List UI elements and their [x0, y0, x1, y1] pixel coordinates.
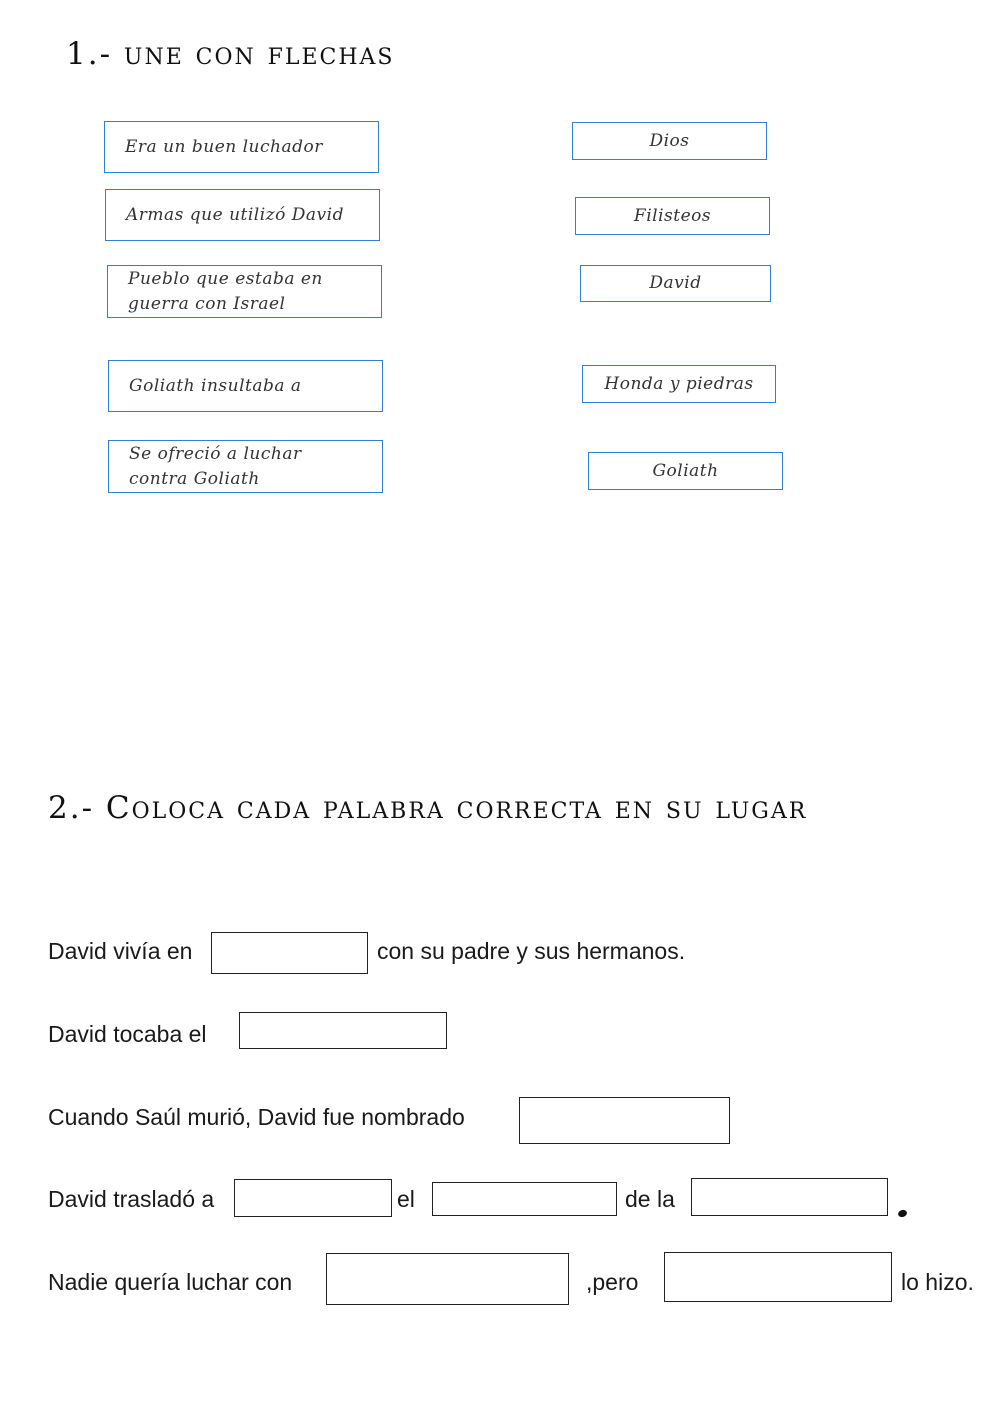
period-mark [897, 1209, 908, 1219]
sentence-4-mid: el [397, 1186, 415, 1212]
left-card-1-label: Era un buen luchador [125, 136, 323, 157]
sentence-5-mid: ,pero [586, 1269, 639, 1295]
right-card-1-label: Dios [649, 130, 690, 151]
left-card-3[interactable] [107, 265, 382, 318]
sentence-3-start: Cuando Saúl murió, David fue nombrado [48, 1104, 465, 1130]
left-card-2[interactable] [105, 189, 380, 241]
blank-5b[interactable] [664, 1252, 892, 1302]
blank-3[interactable] [519, 1097, 730, 1144]
section-1-title: 1.- une con flechas [66, 36, 395, 72]
right-card-4-label: Honda y piedras [604, 373, 754, 394]
blank-1[interactable] [211, 932, 368, 974]
left-card-4[interactable] [108, 360, 383, 412]
left-card-5-label: Se ofreció a luchar contra Goliath [129, 443, 302, 489]
left-card-3-label: Pueblo que estaba en guerra con Israel [128, 268, 323, 314]
section-2-title: 2.- Coloca cada palabra correcta en su lugar [48, 790, 808, 826]
blank-4b[interactable] [432, 1182, 617, 1216]
sentence-2-start: David tocaba el [48, 1021, 207, 1047]
blank-2[interactable] [239, 1012, 447, 1049]
right-card-3[interactable] [580, 265, 771, 302]
left-card-2-label: Armas que utilizó David [126, 204, 344, 225]
right-card-5-label: Goliath [652, 460, 719, 481]
right-card-2-label: Filisteos [633, 205, 712, 226]
left-card-1[interactable] [104, 121, 379, 173]
sentence-4-start: David trasladó a [48, 1186, 215, 1212]
sentence-1-end: con su padre y sus hermanos. [377, 938, 686, 964]
blank-4a[interactable] [234, 1179, 392, 1217]
sentence-4-end: de la [625, 1186, 675, 1212]
right-card-4[interactable] [582, 365, 776, 403]
right-card-1[interactable] [572, 122, 767, 160]
right-card-3-label: David [649, 273, 702, 293]
left-card-4-label: Goliath insultaba a [129, 375, 302, 396]
right-card-2[interactable] [575, 197, 770, 235]
sentence-5-end: lo hizo. [901, 1269, 974, 1295]
right-card-5[interactable] [588, 452, 783, 490]
blank-4c[interactable] [691, 1178, 888, 1216]
sentence-5-start: Nadie quería luchar con [48, 1269, 293, 1295]
left-card-5[interactable] [108, 440, 383, 493]
sentence-1-start: David vivía en [48, 938, 193, 964]
blank-5a[interactable] [326, 1253, 569, 1305]
